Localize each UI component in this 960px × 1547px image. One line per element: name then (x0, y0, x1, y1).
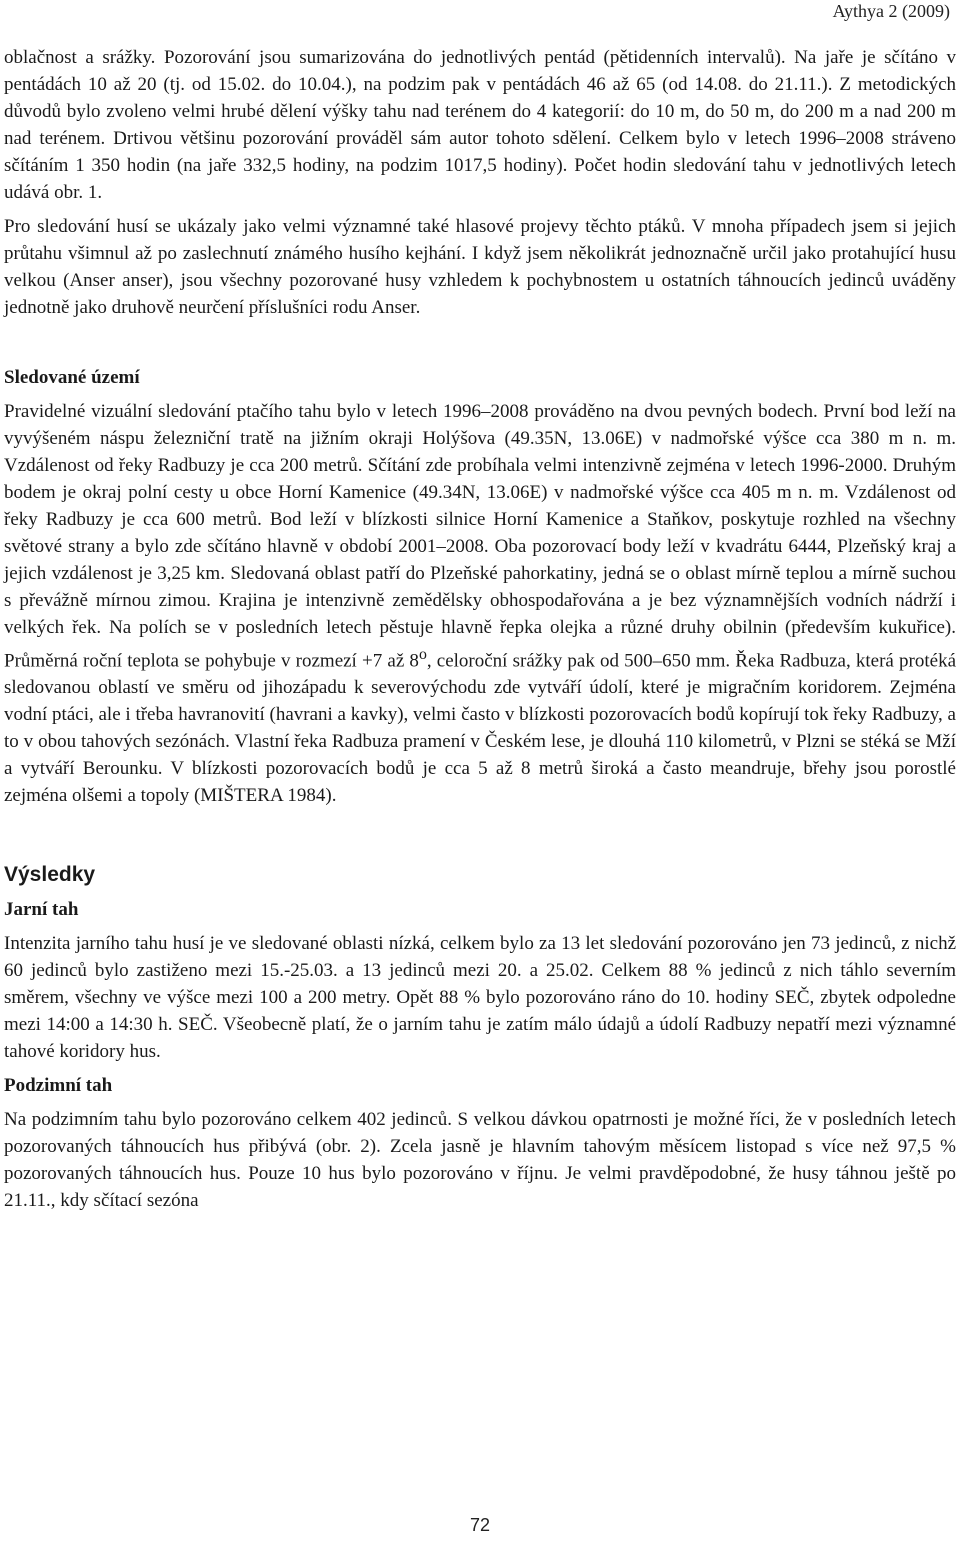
intro-paragraph-1: oblačnost a srážky. Pozorování jsou sumarizována do jednotlivých pentád (pětidenních intervalů). Na jaře je sčítáno v pentádách 10 až 20 (tj. od 15.02. do 10.04.), na podzim pak v pentádách 46 až 65 (od 14.08. do 21.11.). Z metodických důvodů bylo zvoleno velmi hrubé dělení výšky tahu nad terénem do 4 kategorií: do 10 m, do 50 m, do 200 m a nad 200 m nad terénem. Drtivou většinu pozorování prováděl sám autor tohoto sdělení. Celkem bylo v letech 1996–2008 stráveno sčítáním 1 350 hodin (na jaře 332,5 hodiny, na podzim 1017,5 hodiny). Počet hodin sledování tahu v jednotlivých letech udává obr. 1. (4, 47, 956, 203)
section-heading-study-area: Sledované území (4, 367, 140, 388)
page-number: 72 (469, 1515, 491, 1535)
subheading-spring-migration: Jarní tah (4, 899, 79, 921)
spacer (4, 1065, 956, 1072)
article-body (4, 44, 956, 1214)
section-heading-results: Výsledky (4, 863, 96, 887)
spacer (4, 1099, 956, 1106)
spacer (4, 809, 956, 861)
spring-paragraph: Intenzita jarního tahu husí je ve sledované oblasti nízká, celkem bylo za 13 let sledování pozorováno jen 73 jedinců, z nichž 60 jedinců bylo zastiženo mezi 15.-25.03. a 13 jedinců mezi 20. a 25.02. Celkem 88 % jedinců z nich táhlo severním směrem, všechny ve výšce mezi 100 a 200 metry. Opět 88 % bylo pozorováno ráno do 10. hodiny SEČ, zbytek odpoledne mezi 14:00 a 14:30 h. SEČ. Všeobecně platí, že o jarním tahu je zatím málo údajů a údolí Radbuzy nepatří mezi významné tahové koridory hus. (4, 933, 956, 1063)
study-area-paragraph (4, 398, 956, 809)
spacer (4, 321, 956, 364)
spacer (4, 391, 956, 398)
autumn-paragraph: Na podzimním tahu bylo pozorováno celkem 402 jedinců. S velkou dávkou opatrnosti je možné říci, že v posledních letech pozorovaných táhnoucích hus přibývá (obr. 2). Zcela jasně je hlavním tahovým měsícem listopad s více než 97,5 % pozorovaných táhnoucích hus. Pouze 10 hus bylo pozorováno v říjnu. Je velmi pravděpodobné, že husy táhnou ještě po 21.11., kdy sčítací sezóna (4, 1109, 956, 1212)
spacer (4, 889, 956, 896)
subheading-autumn-migration: Podzimní tah (4, 1075, 113, 1097)
spacer (4, 923, 956, 930)
study-area-text-part-1: Pravidelné vizuální sledování ptačího tahu bylo v letech 1996–2008 prováděno na dvou pevných bodech. První bod leží na vyvýšeném náspu železniční tratě na jižním okraji Holýšova (49.35N, 13.06E) v nadmořské výšce cca 380 m n. m. Vzdálenost od řeky Radbuzy je cca 200 metrů. Sčítání zde probíhala velmi intenzivně zejména v letech 1996-2000. Druhým bodem je okraj polní cesty u obce Horní Kamenice (49.34N, 13.06E) v nadmořské výšce cca 405 m n. m. Vzdálenost od řeky Radbuzy je cca 600 metrů. Bod leží v blízkosti silnice Horní Kamenice a Staňkov, poskytuje rozhled na všechny světové strany a bylo zde sčítáno hlavně v období 2001–2008. Oba pozorovací body leží v kvadrátu 6444, Plzeňský kraj a jejich vzdálenost je 3,25 km. Sledovaná oblast patří do Plzeňské pahorkatiny, jedná se o oblast mírně teplou a mírně suchou s převážně mírnou zimou. Krajina je intenzivně zemědělsky obhospodařována a je bez významnějších vodních nádrží i velkých řek. Na polích se v posledních letech pěstuje hlavně řepka olejka a různé druhy obilnin (především kukuřice). Průměrná roční teplota se pohybuje v rozmezí +7 až 8 (4, 401, 956, 672)
intro-paragraph-2: Pro sledování husí se ukázaly jako velmi významné také hlasové projevy těchto ptáků. V mnoha případech jsem si jejich průtahu všimnul až po zaslechnutí známého husího kejhání. I když jsem několikrát jednoznačně určil jako protahující husu velkou (Anser anser), jsou všechny pozorované husy vzhledem k pochybnostem u ostatních táhnoucích jedinců uváděny jednotně jako druhově neurčení příslušníci rodu Anser. (4, 216, 956, 318)
study-area-text-part-2: , celoroční srážky pak od 500–650 mm. Řeka Radbuza, která protéká sledovanou oblastí ve směru od jihozápadu k severovýchodu zde vytváří údolí, které je migračním koridorem. Zejména vodní ptáci, ale i třeba havranovití (havrani a kavky), velmi často v blízkosti pozorovacích bodů kopírují tok řeky Radbuzy, a to v obou tahových sezónách. Vlastní řeka Radbuza pramení v Českém lese, je dlouhá 110 kilometrů, v Plzni se stéká se Mží a vytváří Berounku. V blízkosti pozorovacích bodů je cca 5 až 8 metrů široká a často meandruje, břehy jsou porostlé zejména olšemi a topoly (MIŠTERA 1984). (4, 650, 957, 807)
degree-superscript: o (418, 646, 427, 663)
running-header: Aythya 2 (2009) (832, 1, 950, 21)
